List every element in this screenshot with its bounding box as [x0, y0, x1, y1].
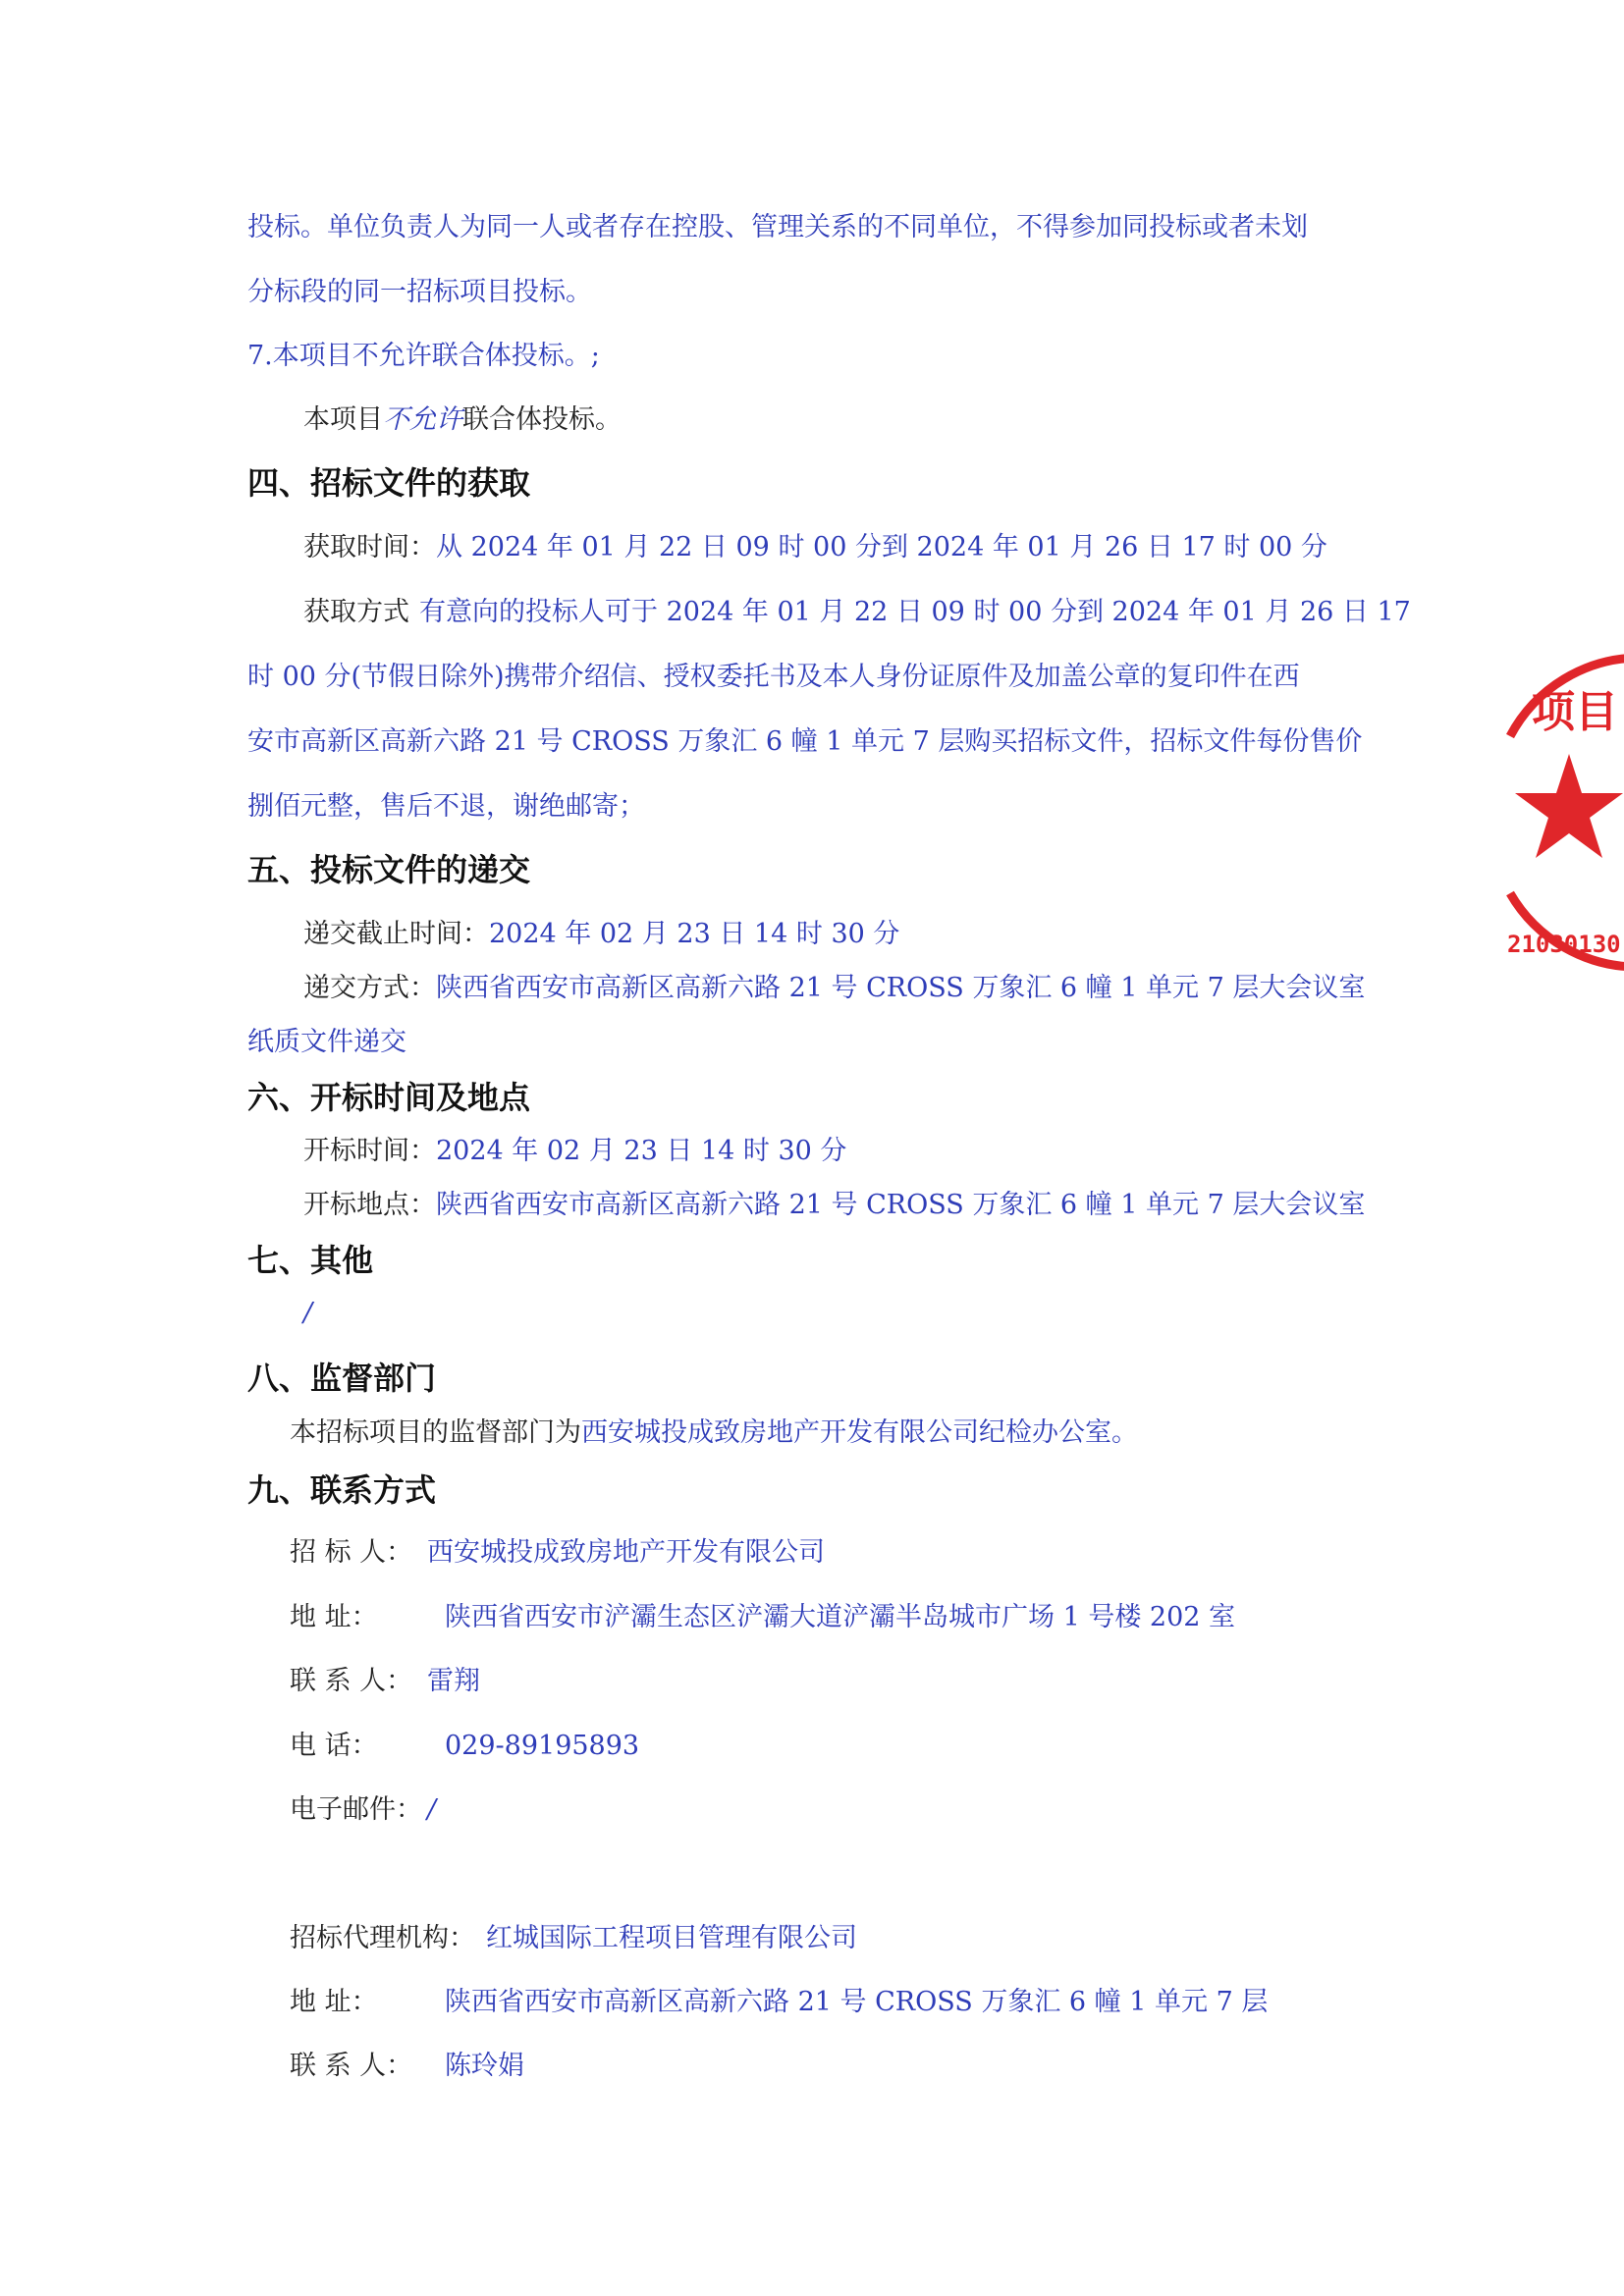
intro-line-2: 分标段的同一招标项目投标。 — [247, 277, 592, 307]
submit-deadline-row — [303, 915, 899, 954]
acquire-method-label: 获取方式 — [303, 597, 409, 627]
tenderer-value: 西安城投成致房地产开发有限公司 — [427, 1537, 825, 1568]
item-7-emphasis: 不允许 — [383, 404, 462, 435]
tenderer-address-label: 地 址： — [290, 1602, 378, 1632]
seal-text-bottom: 21030130 — [1507, 931, 1621, 958]
submit-method-label: 递交方式： — [303, 973, 436, 1003]
section-7-heading: 七、其他 — [247, 1242, 374, 1279]
tenderer-address-row — [290, 1598, 1235, 1637]
intro-line-1: 投标。单位负责人为同一人或者存在控股、管理关系的不同单位，不得参加同投标或者未划 — [247, 212, 1308, 242]
tenderer-email-row — [290, 1790, 436, 1830]
opening-place-value: 陕西省西安市高新区高新六路 21 号 CROSS 万象汇 6 幢 1 单元 7 层大会议室 — [436, 1190, 1366, 1220]
section-5-heading: 五、投标文件的递交 — [247, 851, 531, 888]
agency-contact-value: 陈玲娟 — [445, 2051, 524, 2081]
supervision-row — [290, 1414, 1138, 1453]
tenderer-contact-row — [290, 1662, 480, 1701]
opening-time-row — [303, 1132, 846, 1171]
supervision-value: 西安城投成致房地产开发有限公司纪检办公室。 — [581, 1417, 1138, 1448]
agency-row — [290, 1919, 857, 1958]
item-7-suffix: 联合体投标。 — [462, 404, 622, 435]
acquire-method-line-2: 时 00 分(节假日除外)携带介绍信、授权委托书及本人身份证原件及加盖公章的复印件在西 — [247, 662, 1300, 692]
agency-contact-label: 联 系 人： — [290, 2051, 413, 2081]
submit-method-row — [303, 969, 1365, 1008]
opening-time-label: 开标时间： — [303, 1136, 436, 1166]
acquire-method-row — [303, 593, 1411, 632]
agency-value: 红城国际工程项目管理有限公司 — [486, 1923, 857, 1953]
agency-address-label: 地 址： — [290, 1987, 378, 2017]
tenderer-label: 招 标 人： — [290, 1537, 413, 1568]
submit-deadline-label: 递交截止时间： — [303, 919, 489, 949]
item-7: 7.本项目不允许联合体投标。; — [247, 341, 600, 371]
acquire-method-line-1: 有意向的投标人可于 2024 年 01 月 22 日 09 时 00 分到 2024 年 01 月 26 日 17 — [419, 597, 1411, 627]
tenderer-phone-value: 029-89195893 — [445, 1731, 640, 1761]
seal-star-icon — [1515, 754, 1623, 858]
tenderer-address-value: 陕西省西安市浐灞生态区浐灞大道浐灞半岛城市广场 1 号楼 202 室 — [445, 1602, 1236, 1632]
supervision-prefix: 本招标项目的监督部门为 — [290, 1417, 581, 1448]
company-seal — [1502, 628, 1624, 991]
section-9-heading: 九、联系方式 — [247, 1471, 437, 1509]
tenderer-email-label: 电子邮件： — [290, 1794, 422, 1825]
tenderer-contact-value: 雷翔 — [427, 1666, 480, 1696]
item-7-prefix: 本项目 — [303, 404, 383, 435]
section-6-heading: 六、开标时间及地点 — [247, 1079, 531, 1116]
acquire-time-value: 从 2024 年 01 月 22 日 09 时 00 分到 2024 年 01 月 26 日 17 时 00 分 — [436, 532, 1327, 562]
submit-method-line-2: 纸质文件递交 — [247, 1027, 406, 1057]
section-7-value: / — [303, 1298, 313, 1328]
acquire-method-line-4: 捌佰元整，售后不退，谢绝邮寄； — [247, 791, 645, 822]
section-4-heading: 四、招标文件的获取 — [247, 464, 531, 502]
item-7-detail — [303, 400, 622, 440]
opening-place-row — [303, 1186, 1365, 1225]
agency-contact-row — [290, 2047, 524, 2086]
opening-place-label: 开标地点： — [303, 1190, 436, 1220]
seal-text-top: 项目 — [1532, 687, 1618, 737]
acquire-time-row — [303, 528, 1327, 567]
tenderer-email-value: / — [427, 1794, 437, 1825]
submit-method-value: 陕西省西安市高新区高新六路 21 号 CROSS 万象汇 6 幢 1 单元 7 层大会议室 — [436, 973, 1366, 1003]
opening-time-value: 2024 年 02 月 23 日 14 时 30 分 — [436, 1136, 847, 1166]
tenderer-row — [290, 1533, 825, 1573]
agency-label: 招标代理机构： — [290, 1923, 475, 1953]
submit-deadline-value: 2024 年 02 月 23 日 14 时 30 分 — [489, 919, 900, 949]
agency-address-value: 陕西省西安市高新区高新六路 21 号 CROSS 万象汇 6 幢 1 单元 7 层 — [445, 1987, 1269, 2017]
acquire-time-label: 获取时间： — [303, 532, 436, 562]
section-8-heading: 八、监督部门 — [247, 1360, 437, 1397]
acquire-method-line-3: 安市高新区高新六路 21 号 CROSS 万象汇 6 幢 1 单元 7 层购买招标文件，招标文件每份售价 — [247, 726, 1363, 757]
tenderer-phone-row — [290, 1727, 639, 1766]
tenderer-phone-label: 电 话： — [290, 1731, 378, 1761]
agency-address-row — [290, 1983, 1268, 2022]
tenderer-contact-label: 联 系 人： — [290, 1666, 413, 1696]
